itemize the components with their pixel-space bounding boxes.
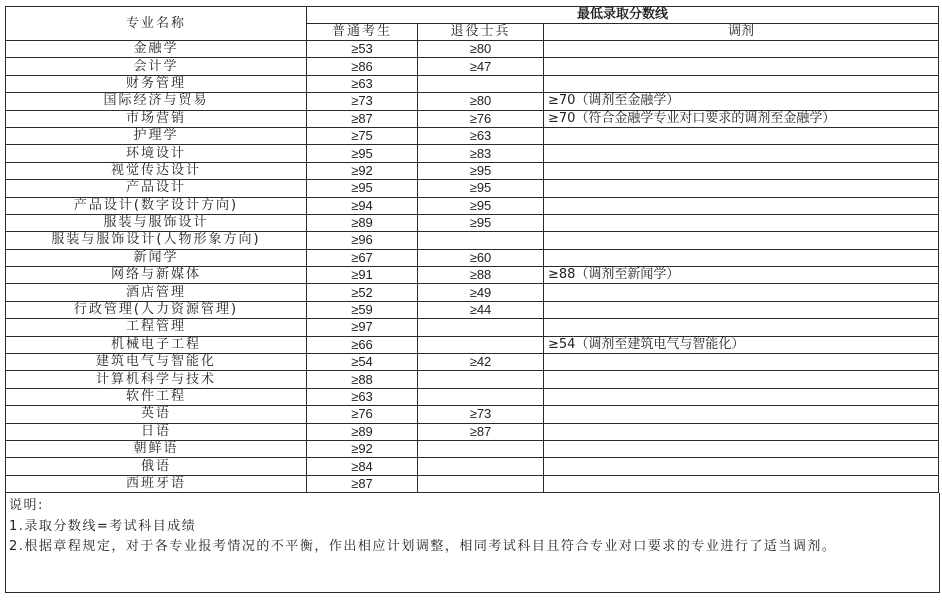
veteran-score-cell — [418, 336, 544, 353]
table-row — [6, 371, 939, 388]
veteran-score-cell: ≥95 — [418, 214, 544, 231]
veteran-score-cell: ≥63 — [418, 127, 544, 144]
adjustment-cell — [544, 458, 939, 475]
regular-score-cell: ≥75 — [307, 127, 418, 144]
veteran-score-cell: ≥42 — [418, 354, 544, 371]
regular-score-cell: ≥91 — [307, 267, 418, 284]
major-name-cell: 行政管理(人力资源管理) — [6, 301, 307, 318]
major-name-cell: 西班牙语 — [6, 475, 307, 492]
veteran-score-cell — [418, 388, 544, 405]
table-row — [6, 145, 939, 162]
table-row — [6, 336, 939, 353]
table-row — [6, 284, 939, 301]
veteran-score-cell: ≥80 — [418, 41, 544, 58]
regular-score-cell: ≥52 — [307, 284, 418, 301]
veteran-score-cell — [418, 319, 544, 336]
table-row — [6, 423, 939, 440]
major-name-cell: 视觉传达设计 — [6, 162, 307, 179]
regular-score-cell: ≥87 — [307, 110, 418, 127]
adjustment-cell — [544, 354, 939, 371]
veteran-score-cell — [418, 458, 544, 475]
regular-score-cell: ≥96 — [307, 232, 418, 249]
adjustment-cell: ≥70（符合金融学专业对口要求的调剂至金融学） — [544, 110, 939, 127]
veteran-header: 退役士兵 — [418, 24, 544, 41]
adjustment-header: 调剂 — [544, 24, 939, 41]
major-name-cell: 计算机科学与技术 — [6, 371, 307, 388]
veteran-score-cell: ≥49 — [418, 284, 544, 301]
adjustment-cell — [544, 180, 939, 197]
regular-score-cell: ≥66 — [307, 336, 418, 353]
veteran-score-cell: ≥88 — [418, 267, 544, 284]
adjustment-cell — [544, 440, 939, 457]
major-name-cell: 日语 — [6, 423, 307, 440]
table-row — [6, 41, 939, 58]
regular-score-cell: ≥73 — [307, 93, 418, 110]
major-name-cell: 新闻学 — [6, 249, 307, 266]
adjustment-cell — [544, 232, 939, 249]
adjustment-cell: ≥54（调剂至建筑电气与智能化） — [544, 336, 939, 353]
table-row — [6, 58, 939, 75]
major-name-cell: 国际经济与贸易 — [6, 93, 307, 110]
veteran-score-cell: ≥73 — [418, 406, 544, 423]
adjustment-cell — [544, 423, 939, 440]
veteran-score-cell: ≥76 — [418, 110, 544, 127]
regular-score-cell: ≥84 — [307, 458, 418, 475]
regular-score-cell: ≥87 — [307, 475, 418, 492]
major-name-cell: 英语 — [6, 406, 307, 423]
table-row — [6, 388, 939, 405]
table-row — [6, 127, 939, 144]
regular-score-cell: ≥97 — [307, 319, 418, 336]
veteran-score-cell — [418, 371, 544, 388]
regular-score-cell: ≥54 — [307, 354, 418, 371]
regular-score-cell: ≥53 — [307, 41, 418, 58]
major-name-cell: 网络与新媒体 — [6, 267, 307, 284]
table-row — [6, 197, 939, 214]
veteran-score-cell: ≥95 — [418, 197, 544, 214]
major-name-cell: 建筑电气与智能化 — [6, 354, 307, 371]
admission-score-sheet — [5, 6, 938, 593]
major-name-cell: 会计学 — [6, 58, 307, 75]
regular-candidate-header: 普通考生 — [307, 24, 418, 41]
table-row — [6, 301, 939, 318]
major-name-header: 专业名称 — [6, 7, 307, 41]
regular-score-cell: ≥92 — [307, 162, 418, 179]
major-name-cell: 机械电子工程 — [6, 336, 307, 353]
adjustment-cell — [544, 145, 939, 162]
major-name-cell: 服装与服饰设计(人物形象方向) — [6, 232, 307, 249]
major-name-cell: 朝鲜语 — [6, 440, 307, 457]
major-name-cell: 环境设计 — [6, 145, 307, 162]
major-name-cell: 服装与服饰设计 — [6, 214, 307, 231]
adjustment-cell — [544, 301, 939, 318]
table-row — [6, 319, 939, 336]
adjustment-cell — [544, 75, 939, 92]
table-row — [6, 267, 939, 284]
adjustment-cell — [544, 58, 939, 75]
veteran-score-cell: ≥60 — [418, 249, 544, 266]
table-row — [6, 93, 939, 110]
note-item-1: 1.录取分数线=考试科目成绩 — [9, 518, 197, 534]
veteran-score-cell: ≥44 — [418, 301, 544, 318]
major-name-cell: 金融学 — [6, 41, 307, 58]
adjustment-cell — [544, 388, 939, 405]
veteran-score-cell: ≥87 — [418, 423, 544, 440]
regular-score-cell: ≥95 — [307, 180, 418, 197]
major-name-cell: 酒店管理 — [6, 284, 307, 301]
major-name-cell: 产品设计 — [6, 180, 307, 197]
adjustment-cell — [544, 249, 939, 266]
regular-score-cell: ≥59 — [307, 301, 418, 318]
table-row — [6, 75, 939, 92]
veteran-score-cell: ≥95 — [418, 162, 544, 179]
table-row — [6, 110, 939, 127]
adjustment-cell — [544, 319, 939, 336]
veteran-score-cell — [418, 232, 544, 249]
table-row — [6, 214, 939, 231]
table-row — [6, 475, 939, 492]
adjustment-cell — [544, 162, 939, 179]
table-row — [6, 406, 939, 423]
adjustment-cell — [544, 41, 939, 58]
regular-score-cell: ≥63 — [307, 75, 418, 92]
adjustment-cell — [544, 371, 939, 388]
regular-score-cell: ≥89 — [307, 423, 418, 440]
veteran-score-cell: ≥47 — [418, 58, 544, 75]
adjustment-cell: ≥70（调剂至金融学） — [544, 93, 939, 110]
major-name-cell: 软件工程 — [6, 388, 307, 405]
score-table — [5, 6, 939, 493]
veteran-score-cell: ≥95 — [418, 180, 544, 197]
veteran-score-cell: ≥80 — [418, 93, 544, 110]
major-name-cell: 工程管理 — [6, 319, 307, 336]
regular-score-cell: ≥67 — [307, 249, 418, 266]
veteran-score-cell — [418, 75, 544, 92]
major-name-cell: 财务管理 — [6, 75, 307, 92]
score-table-body — [6, 41, 939, 493]
regular-score-cell: ≥94 — [307, 197, 418, 214]
min-score-group-header: 最低录取分数线 — [307, 7, 939, 24]
veteran-score-cell — [418, 440, 544, 457]
regular-score-cell: ≥76 — [307, 406, 418, 423]
adjustment-cell — [544, 284, 939, 301]
regular-score-cell: ≥86 — [307, 58, 418, 75]
table-row — [6, 180, 939, 197]
adjustment-cell — [544, 214, 939, 231]
adjustment-cell — [544, 406, 939, 423]
regular-score-cell: ≥92 — [307, 440, 418, 457]
table-row — [6, 162, 939, 179]
adjustment-cell — [544, 127, 939, 144]
notes-title: 说明: — [9, 498, 44, 514]
table-row — [6, 249, 939, 266]
major-name-cell: 俄语 — [6, 458, 307, 475]
table-row — [6, 440, 939, 457]
table-row — [6, 232, 939, 249]
notes-box — [5, 493, 940, 593]
major-name-cell: 市场营销 — [6, 110, 307, 127]
major-name-cell: 护理学 — [6, 127, 307, 144]
veteran-score-cell — [418, 475, 544, 492]
regular-score-cell: ≥88 — [307, 371, 418, 388]
adjustment-cell — [544, 475, 939, 492]
table-row — [6, 354, 939, 371]
regular-score-cell: ≥63 — [307, 388, 418, 405]
table-row — [6, 458, 939, 475]
major-name-cell: 产品设计(数字设计方向) — [6, 197, 307, 214]
regular-score-cell: ≥95 — [307, 145, 418, 162]
adjustment-cell: ≥88（调剂至新闻学） — [544, 267, 939, 284]
note-item-2: 2.根据章程规定，对于各专业报考情况的不平衡，作出相应计划调整，相同考试科目且符合专业对口要求的专业进行了适当调剂。 — [9, 539, 837, 555]
regular-score-cell: ≥89 — [307, 214, 418, 231]
adjustment-cell — [544, 197, 939, 214]
veteran-score-cell: ≥83 — [418, 145, 544, 162]
